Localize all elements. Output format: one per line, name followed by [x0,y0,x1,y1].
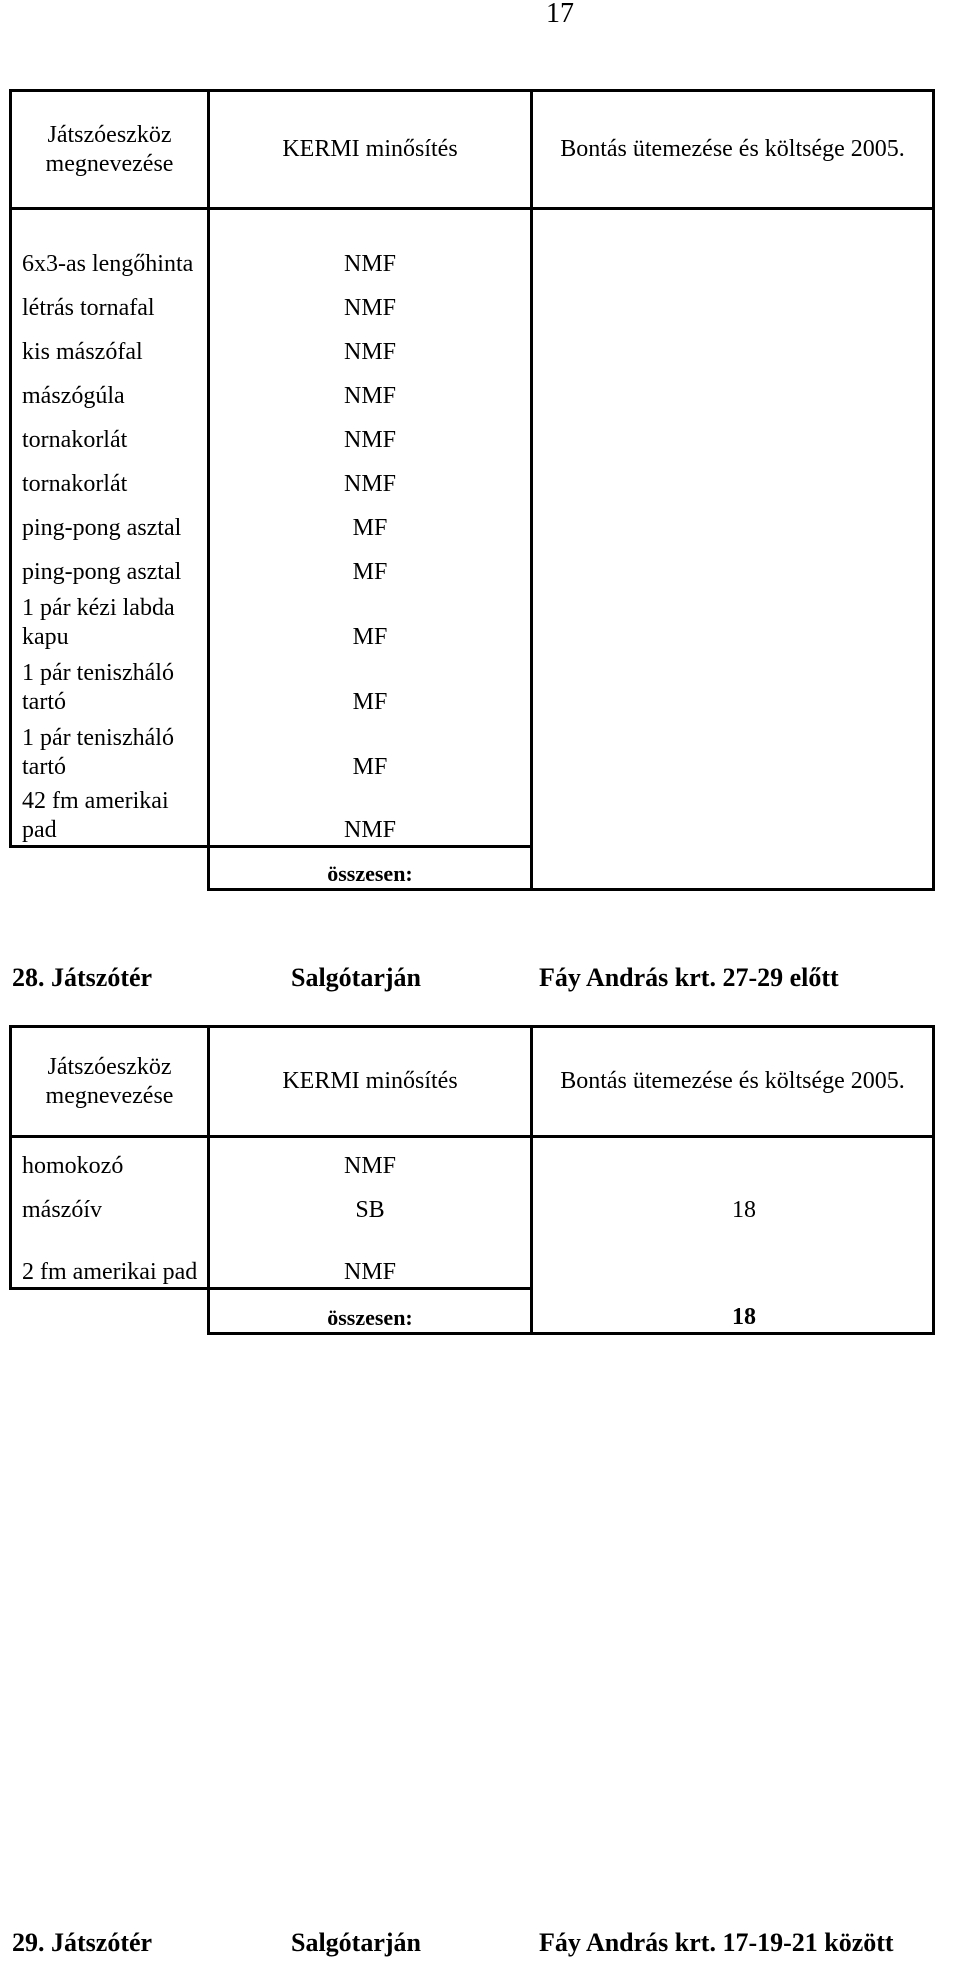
table-row [11,1181,934,1225]
row-name: 2 fm amerikai pad [11,1225,209,1289]
row-rating: NMF [209,209,532,279]
row-cost [532,782,934,847]
row-name: mászóív [11,1181,209,1225]
table-row [11,411,934,455]
row-cost [532,717,934,782]
row-name: 1 pár kézi labda kapu [11,587,209,652]
section-28-address: Fáy András krt. 27-29 előtt [539,963,839,992]
header-cost: Bontás ütemezése és költsége 2005. [532,1027,934,1137]
table-row [11,1225,934,1289]
table-row [11,782,934,847]
row-name: tornakorlát [11,455,209,499]
total-label: összesen: [209,847,532,890]
row-cost [532,1225,934,1289]
row-rating: SB [209,1181,532,1225]
total-label: összesen: [209,1289,532,1334]
total-value [532,847,934,890]
row-name: ping-pong asztal [11,543,209,587]
row-rating: MF [209,717,532,782]
table-row [11,587,934,652]
header-name: Játszóeszköz megnevezése [11,1027,209,1137]
table-row [11,499,934,543]
row-cost [532,411,934,455]
row-name: létrás tornafal [11,279,209,323]
table-row [11,323,934,367]
row-cost [532,209,934,279]
row-name: homokozó [11,1137,209,1181]
total-row [11,1289,934,1334]
row-cost [532,587,934,652]
row-rating: MF [209,499,532,543]
row-rating: NMF [209,1225,532,1289]
table-row [11,209,934,279]
section-28-city: Salgótarján [291,963,421,992]
row-rating: NMF [209,323,532,367]
table-row [11,279,934,323]
row-cost [532,279,934,323]
row-name: 6x3-as lengőhinta [11,209,209,279]
section-29-address: Fáy András krt. 17-19-21 között [539,1928,894,1957]
header-cost: Bontás ütemezése és költsége 2005. [532,91,934,209]
table-row [11,367,934,411]
row-cost [532,367,934,411]
row-rating: NMF [209,1137,532,1181]
row-rating: NMF [209,367,532,411]
section-29-number: 29. Játszótér [12,1928,153,1957]
row-cost [532,499,934,543]
row-rating: NMF [209,411,532,455]
row-rating: NMF [209,782,532,847]
table-row [11,717,934,782]
table-row [11,543,934,587]
header-name: Játszóeszköz megnevezése [11,91,209,209]
row-rating: MF [209,587,532,652]
row-name: 1 pár teniszháló tartó [11,652,209,717]
section-28-number: 28. Játszótér [12,963,153,992]
row-cost [532,1137,934,1181]
row-name: tornakorlát [11,411,209,455]
row-name: ping-pong asztal [11,499,209,543]
table-row [11,455,934,499]
header-rating: KERMI minősítés [209,91,532,209]
row-name: kis mászófal [11,323,209,367]
row-name: 1 pár teniszháló tartó [11,717,209,782]
row-cost [532,323,934,367]
row-cost [532,543,934,587]
equipment-table-27 [9,89,935,891]
section-29-city: Salgótarján [291,1928,421,1957]
table-row [11,1137,934,1181]
header-rating: KERMI minősítés [209,1027,532,1137]
row-rating: NMF [209,279,532,323]
row-cost [532,652,934,717]
row-cost: 18 [532,1181,934,1225]
page-number: 17 [546,0,574,29]
row-cost [532,455,934,499]
row-rating: NMF [209,455,532,499]
row-rating: MF [209,543,532,587]
table-row [11,652,934,717]
row-rating: MF [209,652,532,717]
equipment-table-28 [9,1025,935,1335]
total-row [11,847,934,890]
total-value: 18 [532,1289,934,1334]
row-name: mászógúla [11,367,209,411]
row-name: 42 fm amerikai pad [11,782,209,847]
